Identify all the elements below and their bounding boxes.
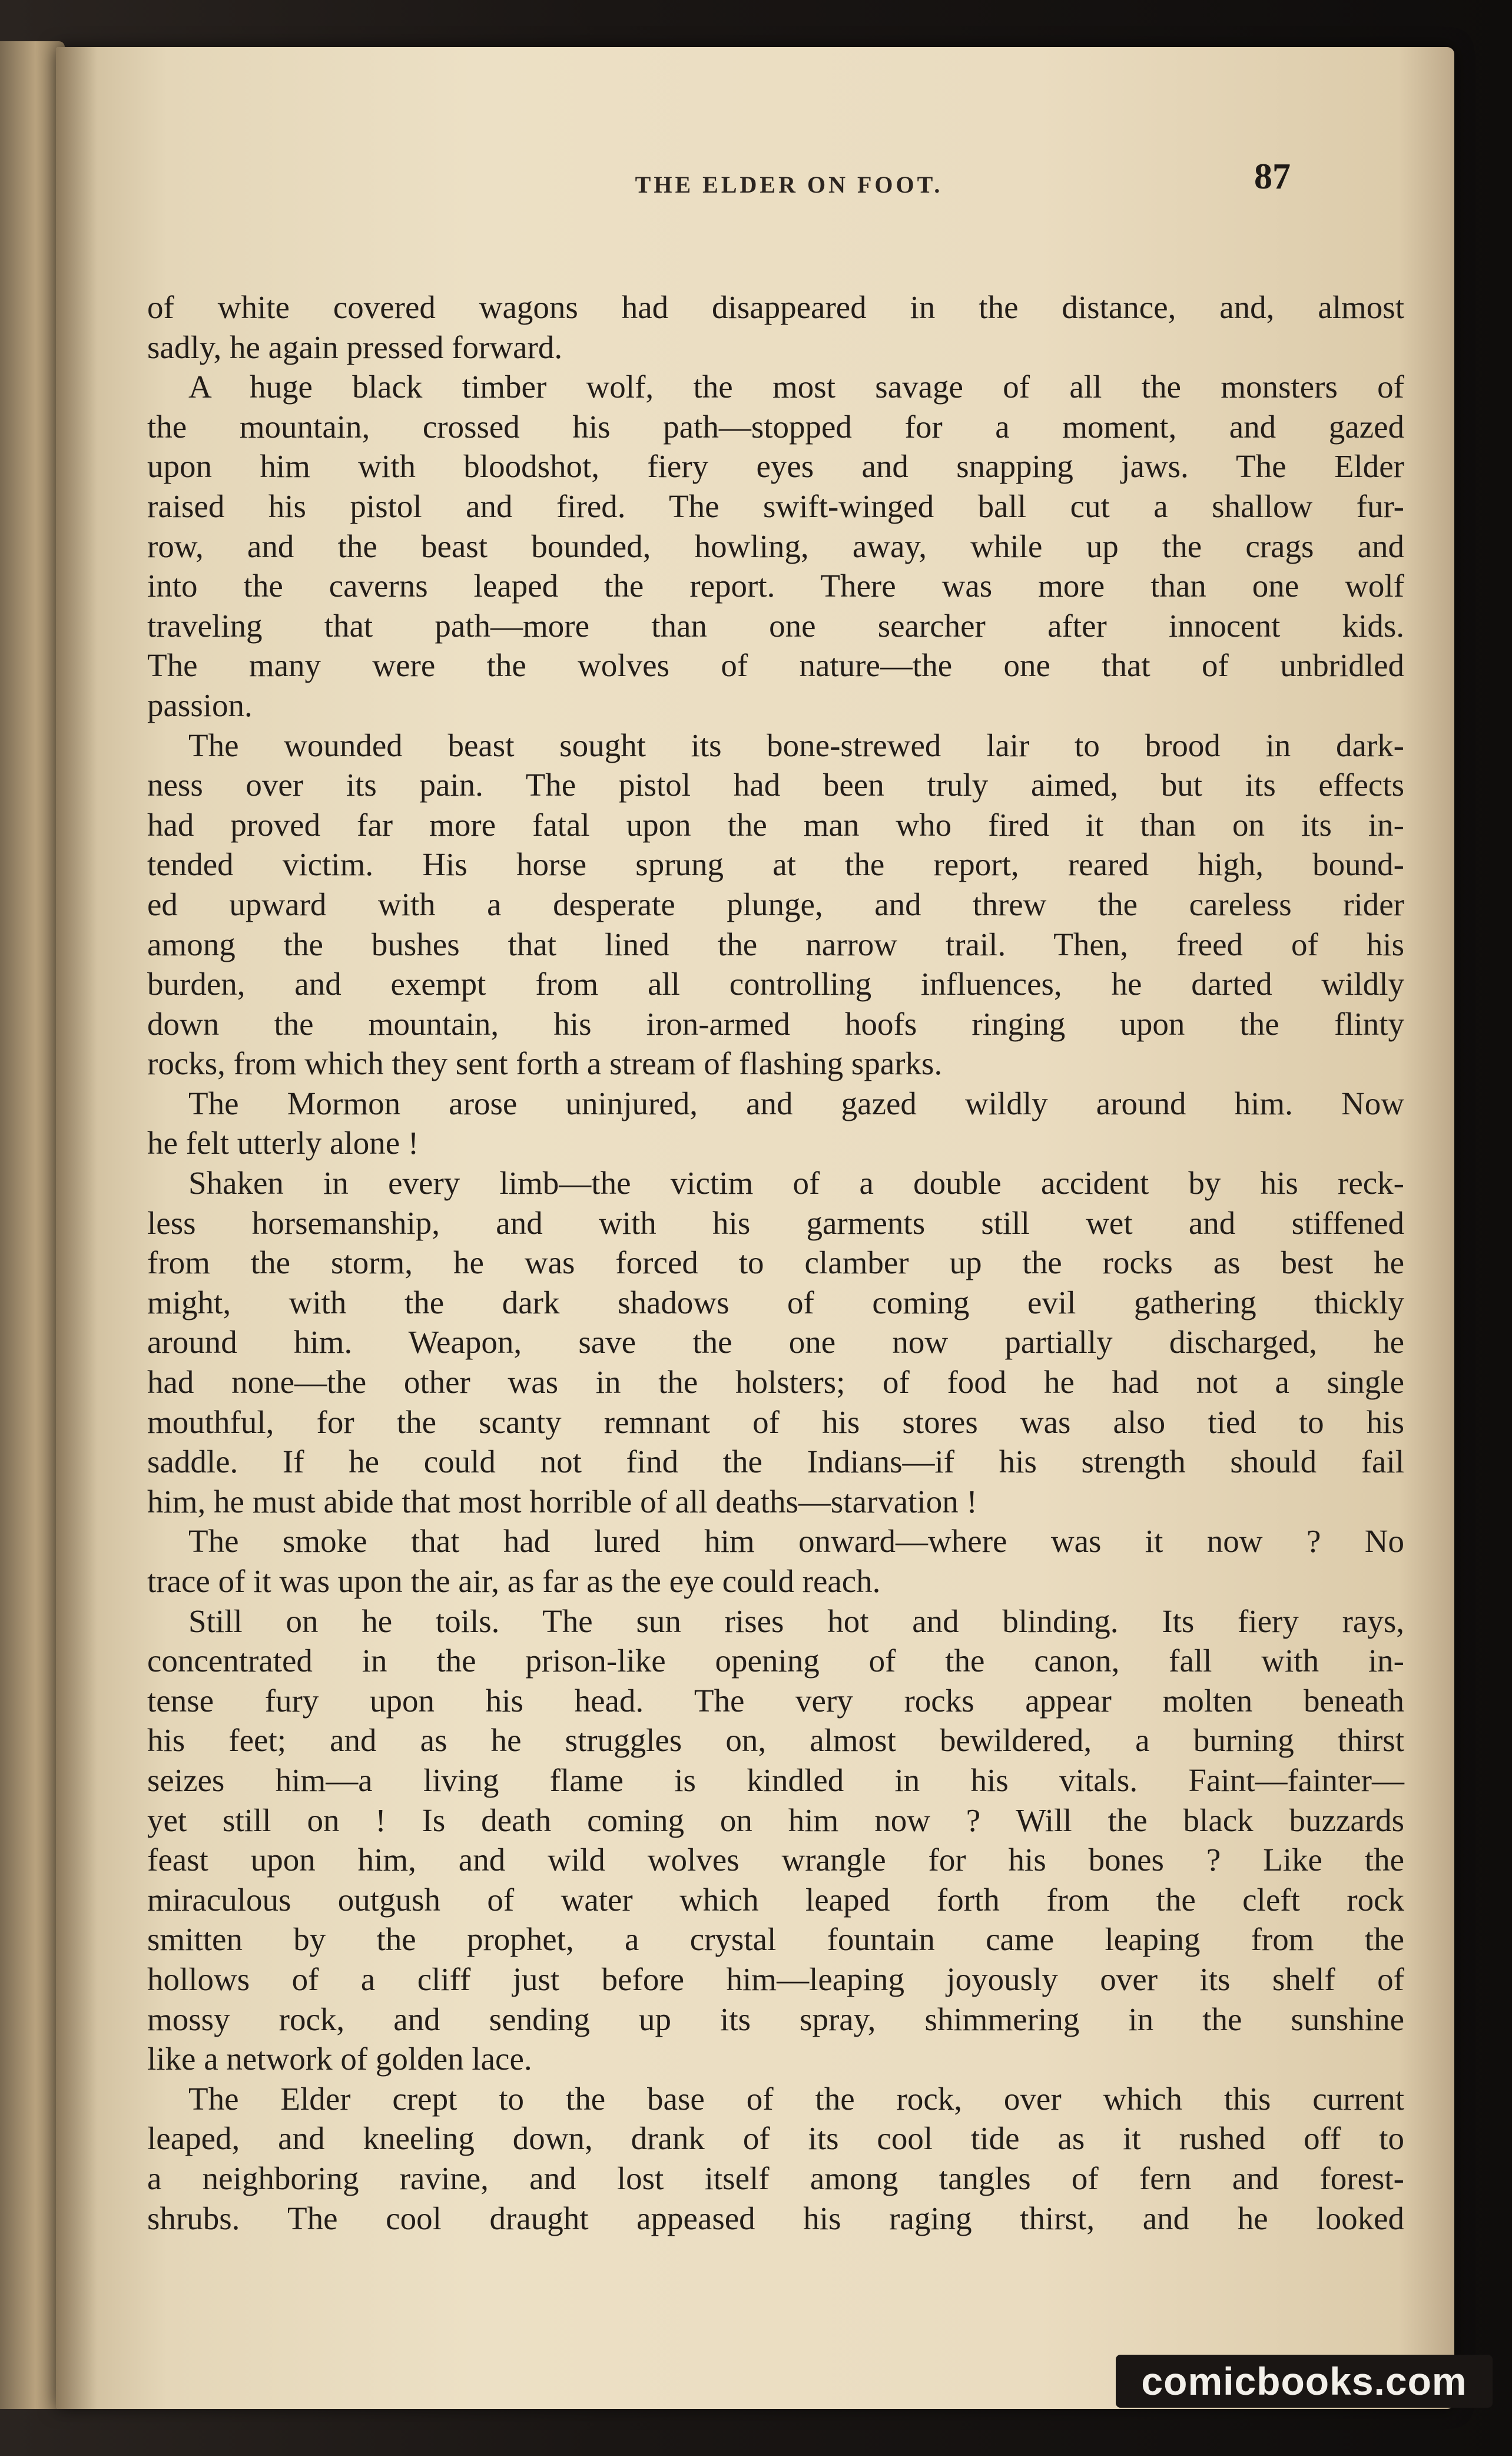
text-line: shrubs. The cool draught appeased his raging thirst, and he looked: [147, 2200, 1404, 2236]
text-line: him, he must abide that most horrible of all deaths—starvation !: [147, 1483, 977, 1520]
paragraph: [147, 1084, 1404, 1163]
text-line: The many were the wolves of nature—the one that of unbridled: [147, 647, 1404, 684]
text-line: a neighboring ravine, and lost itself among tangles of fern and forest-: [147, 2160, 1404, 2196]
text-line: might, with the dark shadows of coming evil gathering thickly: [147, 1284, 1404, 1320]
text-line: sadly, he again pressed forward.: [147, 329, 563, 365]
book-page: [56, 47, 1454, 2409]
text-line: miraculous outgush of water which leaped forth from the cleft rock: [147, 1881, 1404, 1918]
text-line: seizes him—a living flame is kindled in his vitals. Faint—fainter—: [147, 1762, 1404, 1798]
text-line: passion.: [147, 687, 253, 723]
text-line: leaped, and kneeling down, drank of its cool tide as it rushed off to: [147, 2120, 1404, 2157]
text-line: the mountain, crossed his path—stopped for a moment, and gazed: [147, 408, 1404, 445]
text-line: Still on he toils. The sun rises hot and blinding. Its fiery rays,: [188, 1603, 1404, 1639]
text-line: down the mountain, his iron-armed hoofs ringing upon the flinty: [147, 1005, 1404, 1042]
text-line: The Mormon arose uninjured, and gazed wildly around him. Now: [188, 1085, 1404, 1121]
running-title: THE ELDER ON FOOT.: [635, 171, 943, 198]
paragraph: [147, 1521, 1404, 1601]
text-line: he felt utterly alone !: [147, 1125, 419, 1161]
paragraph: [147, 287, 1404, 367]
paragraph: [147, 367, 1404, 725]
text-line: upon him with bloodshot, fiery eyes and snapping jaws. The Elder: [147, 448, 1404, 485]
paragraph: [147, 1163, 1404, 1521]
page-number: 87: [1254, 157, 1291, 197]
text-line: The wounded beast sought its bone-strewed lair to brood in dark-: [188, 727, 1404, 763]
text-line: around him. Weapon, save the one now partially discharged, he: [147, 1324, 1404, 1361]
watermark-label: comicbooks.com: [1116, 2355, 1493, 2408]
page-gutter-shadow: [56, 47, 97, 2409]
text-line: trace of it was upon the air, as far as the eye could reach.: [147, 1563, 881, 1599]
text-line: hollows of a cliff just before him—leaping joyously over its shelf of: [147, 1961, 1404, 1997]
text-line: had none—the other was in the holsters; of food he had not a single: [147, 1364, 1404, 1401]
text-line: of white covered wagons had disappeared in the distance, and, almost: [147, 289, 1404, 325]
text-line: among the bushes that lined the narrow trail. Then, freed of his: [147, 926, 1404, 962]
text-line: mossy rock, and sending up its spray, shimmering in the sunshine: [147, 2001, 1404, 2037]
text-line: had proved far more fatal upon the man who fired it than on its in-: [147, 806, 1404, 843]
text-line: like a network of golden lace.: [147, 2041, 532, 2077]
text-line: feast upon him, and wild wolves wrangle for his bones ? Like the: [147, 1842, 1404, 1878]
text-line: rocks, from which they sent forth a stream of flashing sparks.: [147, 1045, 943, 1082]
text-line: tended victim. His horse sprung at the report, reared high, bound-: [147, 846, 1404, 883]
text-line: ed upward with a desperate plunge, and threw the careless rider: [147, 886, 1404, 922]
paragraph: [147, 2079, 1404, 2238]
text-line: into the caverns leaped the report. There was more than one wolf: [147, 568, 1404, 604]
paragraph: [147, 1601, 1404, 2079]
text-line: concentrated in the prison-like opening of the canon, fall with in-: [147, 1643, 1404, 1679]
text-line: The Elder crept to the base of the rock, over which this current: [188, 2080, 1404, 2117]
text-line: The smoke that had lured him onward—where was it now ? No: [188, 1523, 1404, 1560]
text-line: tense fury upon his head. The very rocks appear molten beneath: [147, 1682, 1404, 1719]
facing-page-edge: [0, 41, 65, 2409]
text-line: yet still on ! Is death coming on him now ? Will the black buzzards: [147, 1802, 1404, 1838]
text-line: saddle. If he could not find the Indians—if his strength should fail: [147, 1444, 1404, 1480]
text-line: his feet; and as he struggles on, almost bewildered, a burning thirst: [147, 1722, 1404, 1759]
text-line: from the storm, he was forced to clamber up the rocks as best he: [147, 1244, 1404, 1281]
paragraph: [147, 726, 1404, 1084]
text-line: mouthful, for the scanty remnant of his stores was also tied to his: [147, 1404, 1404, 1440]
text-line: traveling that path—more than one searcher after innocent kids.: [147, 607, 1404, 644]
text-line: A huge black timber wolf, the most savage of all the monsters of: [188, 369, 1404, 405]
text-line: Shaken in every limb—the victim of a double accident by his reck-: [188, 1165, 1404, 1201]
body-text: [147, 287, 1404, 2238]
text-line: less horsemanship, and with his garments still wet and stiffened: [147, 1204, 1404, 1241]
text-line: burden, and exempt from all controlling influences, he darted wildly: [147, 966, 1404, 1002]
text-line: raised his pistol and fired. The swift-winged ball cut a shallow fur-: [147, 488, 1404, 524]
text-line: ness over its pain. The pistol had been truly aimed, but its effects: [147, 767, 1404, 803]
text-line: row, and the beast bounded, howling, away, while up the crags and: [147, 528, 1404, 564]
text-line: smitten by the prophet, a crystal fountain came leaping from the: [147, 1921, 1404, 1958]
